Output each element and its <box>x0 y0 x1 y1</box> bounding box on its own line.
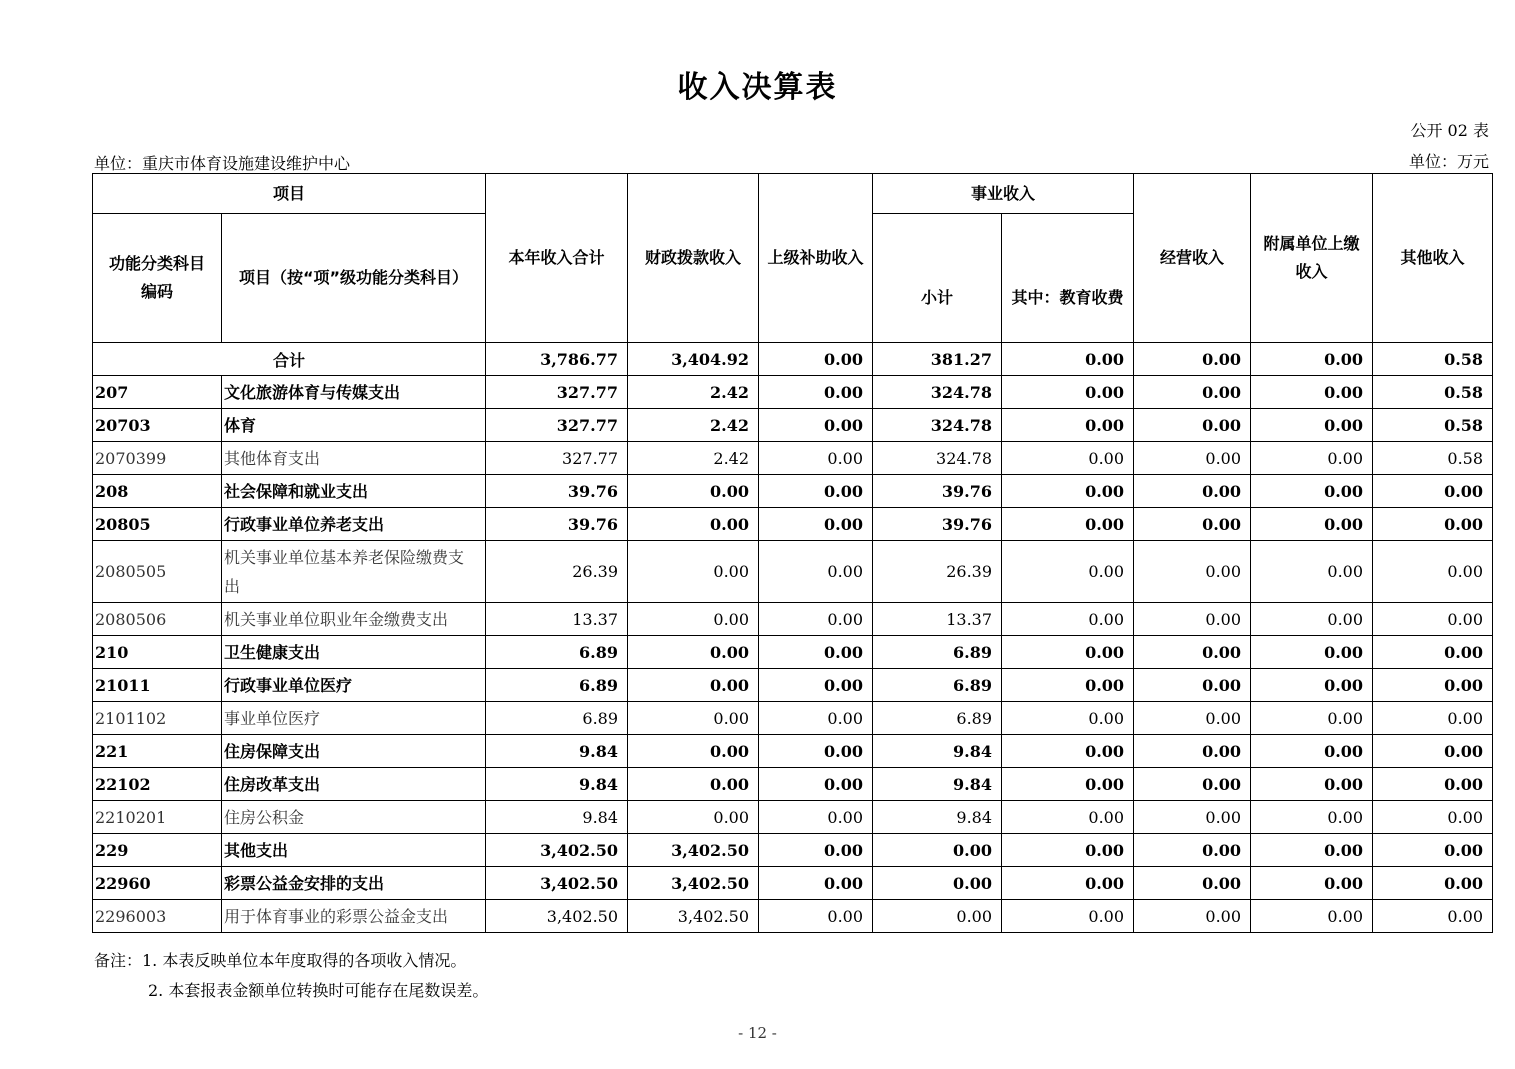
note-line-1: 备注：1. 本表反映单位本年度取得的各项收入情况。 <box>94 951 467 970</box>
row-name: 机关事业单位基本养老保险缴费支出 <box>222 541 486 603</box>
header-fiscal: 财政拨款收入 <box>628 174 759 343</box>
table-row <box>93 900 1493 933</box>
row-value: 0.00 <box>759 636 873 669</box>
row-value: 3,402.50 <box>486 867 628 900</box>
row-value: 0.00 <box>628 508 759 541</box>
row-value: 39.76 <box>486 508 628 541</box>
row-value: 0.00 <box>628 768 759 801</box>
row-value: 0.00 <box>1373 768 1493 801</box>
row-value: 39.76 <box>486 475 628 508</box>
row-value: 0.00 <box>628 735 759 768</box>
row-value: 0.00 <box>1002 702 1134 735</box>
row-value: 9.84 <box>486 735 628 768</box>
row-value: 0.00 <box>1002 900 1134 933</box>
income-table <box>92 173 1493 933</box>
row-value: 3,402.50 <box>628 900 759 933</box>
row-value: 0.00 <box>1002 867 1134 900</box>
row-value: 6.89 <box>873 669 1002 702</box>
row-value: 0.00 <box>759 475 873 508</box>
row-value: 9.84 <box>486 768 628 801</box>
header-education: 其中：教育收费 <box>1002 214 1134 343</box>
row-value: 2.42 <box>628 442 759 475</box>
row-value: 0.00 <box>1251 801 1373 834</box>
page-number: - 12 - <box>738 1024 777 1042</box>
row-value: 0.00 <box>1251 442 1373 475</box>
row-name: 住房公积金 <box>222 801 486 834</box>
row-value: 9.84 <box>873 801 1002 834</box>
row-value: 0.00 <box>1002 603 1134 636</box>
row-value: 0.00 <box>1251 475 1373 508</box>
row-value: 0.00 <box>1002 834 1134 867</box>
row-code: 22102 <box>93 768 222 801</box>
table-row <box>93 603 1493 636</box>
row-value: 0.00 <box>759 801 873 834</box>
row-code: 2080506 <box>93 603 222 636</box>
row-value: 0.00 <box>873 900 1002 933</box>
total-row <box>93 343 1493 376</box>
unit-name: 单位：重庆市体育设施建设维护中心 <box>94 154 351 173</box>
row-value: 0.00 <box>1373 900 1493 933</box>
row-name: 其他体育支出 <box>222 442 486 475</box>
row-value: 0.00 <box>1134 768 1251 801</box>
header-superior: 上级补助收入 <box>759 174 873 343</box>
row-code: 207 <box>93 376 222 409</box>
row-value: 0.00 <box>1002 636 1134 669</box>
row-code: 2296003 <box>93 900 222 933</box>
row-value: 0.00 <box>1373 669 1493 702</box>
row-value: 327.77 <box>486 409 628 442</box>
row-value: 0.00 <box>759 768 873 801</box>
row-value: 0.00 <box>1134 702 1251 735</box>
row-value: 324.78 <box>873 442 1002 475</box>
row-value: 0.00 <box>1134 867 1251 900</box>
row-code: 2070399 <box>93 442 222 475</box>
row-value: 0.00 <box>1251 541 1373 603</box>
table-row <box>93 409 1493 442</box>
row-code: 22960 <box>93 867 222 900</box>
row-value: 327.77 <box>486 376 628 409</box>
row-value: 0.00 <box>759 541 873 603</box>
table-row <box>93 541 1493 603</box>
row-value: 0.00 <box>759 508 873 541</box>
row-value: 327.77 <box>486 442 628 475</box>
row-value: 6.89 <box>486 636 628 669</box>
total-cell: 3,404.92 <box>628 343 759 376</box>
row-value: 0.00 <box>1134 442 1251 475</box>
row-value: 0.00 <box>1251 900 1373 933</box>
row-value: 0.00 <box>628 636 759 669</box>
table-row <box>93 735 1493 768</box>
row-value: 0.00 <box>628 541 759 603</box>
row-value: 2.42 <box>628 409 759 442</box>
row-value: 0.00 <box>1002 409 1134 442</box>
row-value: 0.00 <box>1373 735 1493 768</box>
row-value: 0.00 <box>1251 735 1373 768</box>
row-value: 0.00 <box>1251 636 1373 669</box>
header-subtotal: 小计 <box>873 214 1002 343</box>
row-value: 0.00 <box>1373 801 1493 834</box>
form-number: 公开 02 表 <box>1410 121 1489 140</box>
table-row <box>93 669 1493 702</box>
row-value: 9.84 <box>486 801 628 834</box>
table-row <box>93 801 1493 834</box>
row-name: 其他支出 <box>222 834 486 867</box>
table-row <box>93 475 1493 508</box>
row-name: 体育 <box>222 409 486 442</box>
row-value: 0.00 <box>1251 409 1373 442</box>
row-value: 3,402.50 <box>628 834 759 867</box>
row-value: 2.42 <box>628 376 759 409</box>
row-name: 用于体育事业的彩票公益金支出 <box>222 900 486 933</box>
row-value: 0.00 <box>759 603 873 636</box>
row-value: 0.00 <box>1134 508 1251 541</box>
header-name: 项目（按“项”级功能分类科目） <box>222 214 486 343</box>
row-name: 彩票公益金安排的支出 <box>222 867 486 900</box>
row-name: 文化旅游体育与传媒支出 <box>222 376 486 409</box>
row-value: 0.00 <box>1002 376 1134 409</box>
row-value: 0.00 <box>628 669 759 702</box>
row-value: 0.00 <box>1373 834 1493 867</box>
table-row <box>93 376 1493 409</box>
row-value: 0.00 <box>759 376 873 409</box>
header-code: 功能分类科目编码 <box>93 214 222 343</box>
row-value: 0.00 <box>1134 669 1251 702</box>
row-value: 0.00 <box>1251 867 1373 900</box>
row-value: 26.39 <box>873 541 1002 603</box>
row-value: 0.00 <box>1002 735 1134 768</box>
row-name: 社会保障和就业支出 <box>222 475 486 508</box>
row-value: 0.00 <box>1373 603 1493 636</box>
total-cell: 0.00 <box>759 343 873 376</box>
row-value: 0.00 <box>1134 636 1251 669</box>
row-value: 13.37 <box>873 603 1002 636</box>
row-code: 2101102 <box>93 702 222 735</box>
row-value: 0.00 <box>1134 409 1251 442</box>
row-value: 0.00 <box>1134 801 1251 834</box>
header-total: 本年收入合计 <box>486 174 628 343</box>
row-value: 0.00 <box>1251 376 1373 409</box>
row-value: 3,402.50 <box>486 834 628 867</box>
row-value: 0.00 <box>1373 508 1493 541</box>
row-value: 0.00 <box>759 834 873 867</box>
row-value: 0.00 <box>759 669 873 702</box>
table-row <box>93 768 1493 801</box>
header-business: 事业收入 <box>873 174 1134 214</box>
row-code: 20703 <box>93 409 222 442</box>
row-value: 0.00 <box>628 702 759 735</box>
row-value: 0.00 <box>1373 475 1493 508</box>
table-row <box>93 442 1493 475</box>
note-line-2: 2. 本套报表金额单位转换时可能存在尾数误差。 <box>148 981 489 1000</box>
row-name: 卫生健康支出 <box>222 636 486 669</box>
row-value: 0.00 <box>759 409 873 442</box>
row-code: 208 <box>93 475 222 508</box>
row-value: 0.00 <box>1002 475 1134 508</box>
row-value: 9.84 <box>873 735 1002 768</box>
row-value: 0.00 <box>1134 900 1251 933</box>
row-name: 住房改革支出 <box>222 768 486 801</box>
row-value: 0.00 <box>1134 834 1251 867</box>
row-value: 0.00 <box>1134 735 1251 768</box>
total-cell: 0.00 <box>1251 343 1373 376</box>
header-operating: 经营收入 <box>1134 174 1251 343</box>
table-row <box>93 867 1493 900</box>
row-code: 21011 <box>93 669 222 702</box>
total-cell: 3,786.77 <box>486 343 628 376</box>
row-value: 0.00 <box>1134 376 1251 409</box>
row-value: 0.00 <box>1002 801 1134 834</box>
header-project: 项目 <box>93 174 486 214</box>
row-value: 0.00 <box>1251 702 1373 735</box>
row-value: 0.00 <box>1134 541 1251 603</box>
row-value: 0.58 <box>1373 442 1493 475</box>
unit-currency: 单位：万元 <box>1408 152 1489 171</box>
row-value: 0.00 <box>1251 603 1373 636</box>
row-value: 0.00 <box>1373 702 1493 735</box>
row-value: 0.00 <box>873 834 1002 867</box>
row-value: 0.00 <box>759 900 873 933</box>
total-label: 合计 <box>93 343 486 376</box>
total-cell: 0.00 <box>1134 343 1251 376</box>
row-code: 210 <box>93 636 222 669</box>
table-row <box>93 508 1493 541</box>
row-value: 0.00 <box>1002 508 1134 541</box>
row-value: 0.00 <box>873 867 1002 900</box>
total-cell: 381.27 <box>873 343 1002 376</box>
total-cell: 0.00 <box>1002 343 1134 376</box>
row-name: 行政事业单位医疗 <box>222 669 486 702</box>
row-value: 0.58 <box>1373 376 1493 409</box>
row-value: 3,402.50 <box>628 867 759 900</box>
row-value: 0.00 <box>628 801 759 834</box>
table-row <box>93 834 1493 867</box>
row-value: 6.89 <box>486 702 628 735</box>
row-value: 6.89 <box>873 702 1002 735</box>
row-name: 行政事业单位养老支出 <box>222 508 486 541</box>
row-value: 3,402.50 <box>486 900 628 933</box>
header-other: 其他收入 <box>1373 174 1493 343</box>
row-name: 机关事业单位职业年金缴费支出 <box>222 603 486 636</box>
row-value: 13.37 <box>486 603 628 636</box>
row-value: 0.00 <box>628 475 759 508</box>
table-row <box>93 636 1493 669</box>
row-value: 0.58 <box>1373 409 1493 442</box>
row-value: 0.00 <box>759 442 873 475</box>
row-value: 0.00 <box>1134 475 1251 508</box>
row-code: 221 <box>93 735 222 768</box>
row-code: 229 <box>93 834 222 867</box>
row-value: 0.00 <box>1002 541 1134 603</box>
row-value: 0.00 <box>759 735 873 768</box>
row-value: 0.00 <box>1251 768 1373 801</box>
row-code: 2080505 <box>93 541 222 603</box>
row-code: 2210201 <box>93 801 222 834</box>
row-name: 事业单位医疗 <box>222 702 486 735</box>
row-value: 0.00 <box>628 603 759 636</box>
row-value: 6.89 <box>873 636 1002 669</box>
row-name: 住房保障支出 <box>222 735 486 768</box>
row-value: 324.78 <box>873 376 1002 409</box>
row-value: 26.39 <box>486 541 628 603</box>
row-value: 0.00 <box>1373 636 1493 669</box>
row-value: 0.00 <box>759 867 873 900</box>
row-value: 9.84 <box>873 768 1002 801</box>
row-value: 0.00 <box>1002 768 1134 801</box>
row-value: 0.00 <box>1251 834 1373 867</box>
row-value: 39.76 <box>873 475 1002 508</box>
row-value: 0.00 <box>1251 508 1373 541</box>
row-value: 0.00 <box>1002 669 1134 702</box>
header-affiliated: 附属单位上缴收入 <box>1251 174 1373 343</box>
row-value: 324.78 <box>873 409 1002 442</box>
total-cell: 0.58 <box>1373 343 1493 376</box>
row-value: 0.00 <box>1373 867 1493 900</box>
row-value: 39.76 <box>873 508 1002 541</box>
row-value: 0.00 <box>1251 669 1373 702</box>
row-value: 0.00 <box>1134 603 1251 636</box>
row-value: 6.89 <box>486 669 628 702</box>
row-value: 0.00 <box>759 702 873 735</box>
row-value: 0.00 <box>1002 442 1134 475</box>
notes <box>94 946 488 1006</box>
row-value: 0.00 <box>1373 541 1493 603</box>
row-code: 20805 <box>93 508 222 541</box>
table-row <box>93 702 1493 735</box>
page-title: 收入决算表 <box>677 70 838 105</box>
